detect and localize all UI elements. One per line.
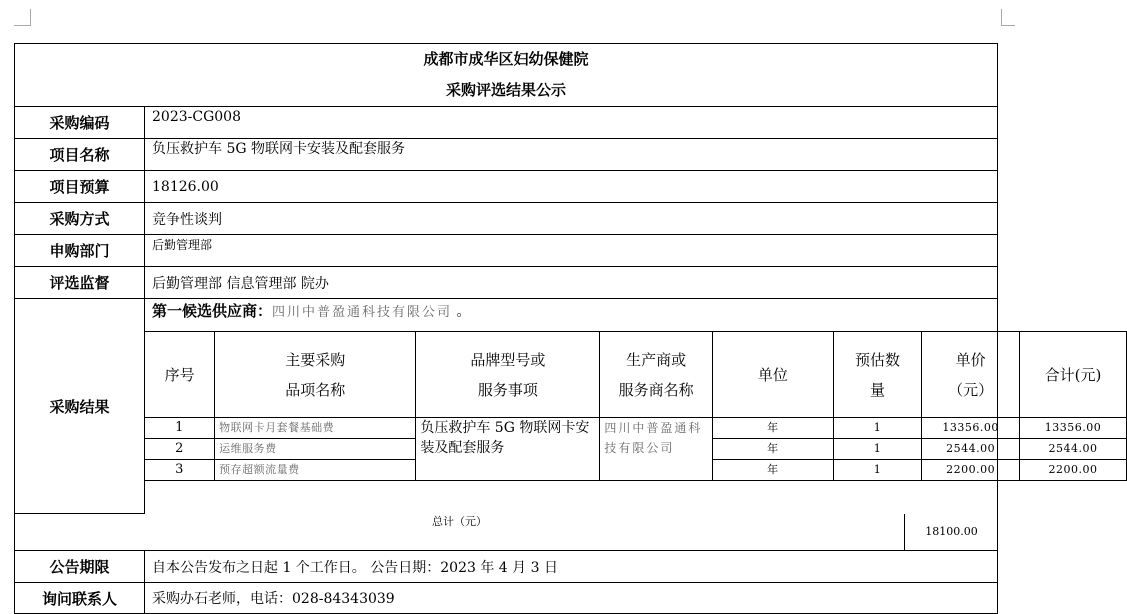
header-price: 单价 （元） [922, 332, 1020, 418]
maker-name-text: 四川中普盈通科技有限公司 [600, 418, 713, 481]
project-budget-label: 项目预算 [15, 171, 145, 203]
brand-service-text: 负压救护车 5G 物联网卡安装及配套服务 [416, 418, 600, 481]
page-corner-mark-right [1001, 9, 1015, 26]
row-item-name: 运维服务费 [215, 439, 416, 460]
results-table [144, 331, 1127, 481]
total-row [15, 514, 998, 551]
first-candidate-supplier [145, 299, 997, 331]
row-seq: 3 [145, 460, 215, 481]
purchase-code-value: 2023-CG008 [145, 107, 998, 139]
header-brand: 品牌型号或 服务事项 [416, 332, 600, 418]
row-qty: 1 [833, 460, 922, 481]
row-unit: 年 [713, 439, 834, 460]
notice-period-label: 公告期限 [15, 551, 145, 583]
row-unit: 年 [713, 418, 834, 439]
announcement-document [14, 43, 1102, 608]
row-item-name: 预存超额流量费 [215, 460, 416, 481]
project-name-label: 项目名称 [15, 139, 145, 171]
row-price: 2200.00 [922, 460, 1020, 481]
supplier-end: 。 [456, 304, 471, 320]
announcement-table [14, 43, 1102, 614]
project-budget-value: 18126.00 [145, 171, 998, 203]
table-row [145, 418, 1127, 439]
supervision-value: 后勤管理部 信息管理部 院办 [145, 267, 998, 299]
request-dept-value: 后勤管理部 [145, 235, 998, 267]
row-seq: 2 [145, 439, 215, 460]
supplier-label: 第一候选供应商： [152, 302, 273, 320]
supplier-name: 四川中普盈通科技有限公司 [272, 305, 453, 320]
announcement-title: 采购评选结果公示 [446, 81, 567, 99]
document-header [15, 44, 998, 107]
project-name-value: 负压救护车 5G 物联网卡安装及配套服务 [145, 139, 998, 171]
row-price: 13356.00 [922, 418, 1020, 439]
row-total: 2200.00 [1020, 460, 1127, 481]
row-total: 13356.00 [1020, 418, 1127, 439]
sum-value: 18100.00 [904, 514, 998, 550]
header-qty: 预估数 量 [833, 332, 922, 418]
page-corner-mark-left [14, 9, 31, 26]
header-item: 主要采购 品项名称 [215, 332, 416, 418]
header-unit: 单位 [713, 332, 834, 418]
notice-period-value: 自本公告发布之日起 1 个工作日。 公告日期：2023 年 4 月 3 日 [145, 551, 998, 583]
hospital-title: 成都市成华区妇幼保健院 [423, 50, 589, 68]
row-item-name: 物联网卡月套餐基础费 [215, 418, 416, 439]
row-price: 2544.00 [922, 439, 1020, 460]
row-qty: 1 [833, 439, 922, 460]
supervision-label: 评选监督 [15, 267, 145, 299]
contact-label: 询问联系人 [15, 583, 145, 614]
header-total: 合计(元) [1020, 332, 1127, 418]
row-seq: 1 [145, 418, 215, 439]
results-header-row [145, 332, 1127, 418]
request-dept-label: 申购部门 [15, 235, 145, 267]
purchase-method-value: 竞争性谈判 [145, 203, 998, 235]
row-qty: 1 [833, 418, 922, 439]
header-seq: 序号 [145, 332, 215, 418]
row-total: 2544.00 [1020, 439, 1127, 460]
sum-label: 总计（元） [432, 515, 487, 528]
purchase-result-cell [145, 299, 1102, 514]
header-maker: 生产商或 服务商名称 [600, 332, 713, 418]
purchase-code-label: 采购编码 [15, 107, 145, 139]
purchase-result-label: 采购结果 [15, 299, 145, 514]
contact-value: 采购办石老师，电话：028-84343039 [145, 583, 998, 614]
purchase-method-label: 采购方式 [15, 203, 145, 235]
row-unit: 年 [713, 460, 834, 481]
